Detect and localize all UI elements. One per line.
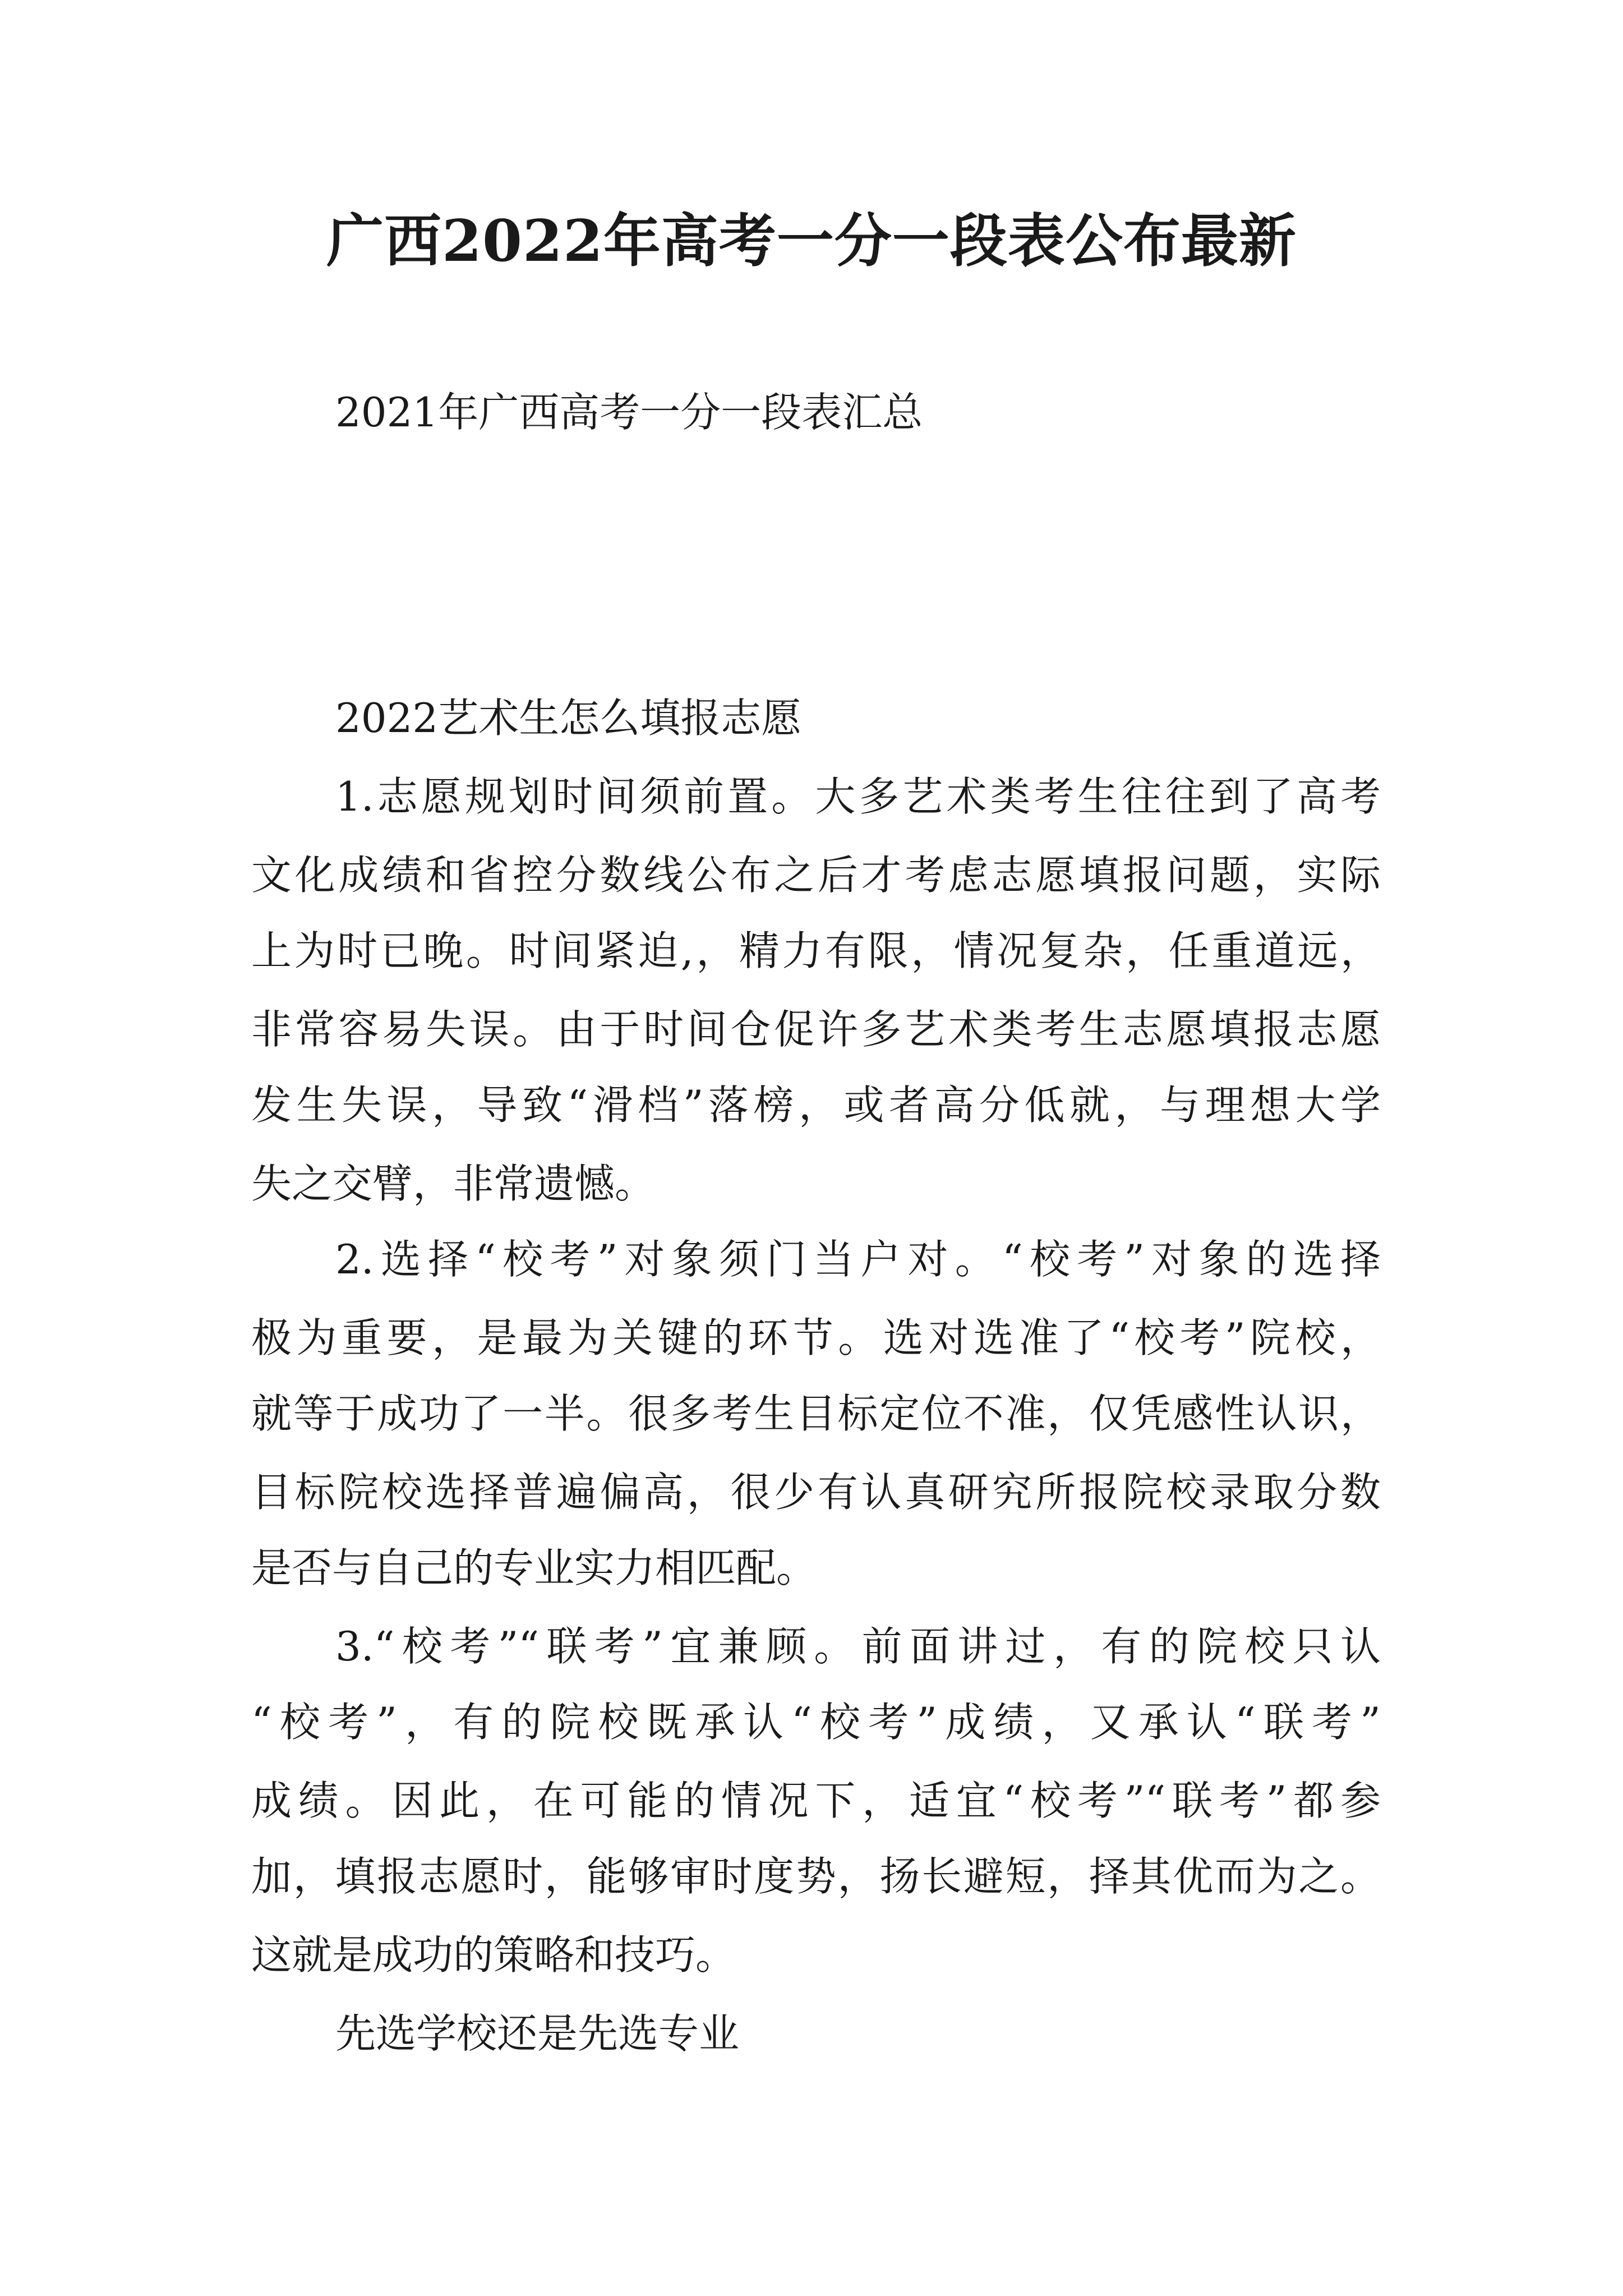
paragraph-line: 是否与自己的专业实力相匹配。 (251, 1544, 817, 1591)
paragraph-line: 这就是成功的策略和技巧。 (251, 1931, 736, 1978)
paragraph-line: 非常容易失误。由于时间仓促许多艺术类考生志愿填报志愿 (251, 1006, 1381, 1053)
section-heading: 2022艺术生怎么填报志愿 (335, 694, 802, 742)
paragraph-line: 上为时已晚。时间紧迫,，精力有限，情况复杂，任重道远， (251, 927, 1381, 974)
subtitle-heading: 2021年广西高考一分一段表汇总 (335, 389, 923, 436)
paragraph-line: 1.志愿规划时间须前置。大多艺术类考生往往到了高考 (335, 773, 1381, 820)
closing-heading: 先选学校还是先选专业 (335, 2010, 740, 2057)
paragraph-line: 3.“校考”“联考”宜兼顾。前面讲过，有的院校只认 (335, 1623, 1381, 1670)
paragraph-line: 文化成绩和省控分数线公布之后才考虑志愿填报问题，实际 (251, 852, 1381, 899)
document-title: 广西2022年高考一分一段表公布最新 (326, 208, 1297, 275)
paragraph-line: 成绩。因此，在可能的情况下，适宜“校考”“联考”都参 (251, 1777, 1381, 1824)
paragraph-line: 极为重要，是最为关键的环节。选对选准了“校考”院校， (251, 1314, 1381, 1361)
paragraph-line: 2.选择“校考”对象须门当户对。“校考”对象的选择 (335, 1236, 1381, 1283)
paragraph-line: “校考”，有的院校既承认“校考”成绩，又承认“联考” (251, 1699, 1381, 1746)
paragraph-line: 目标院校选择普遍偏高，很少有认真研究所报院校录取分数 (251, 1469, 1381, 1516)
paragraph-line: 失之交臂，非常遗憾。 (251, 1160, 656, 1207)
paragraph-line: 就等于成功了一半。很多考生目标定位不准，仅凭感性认识， (251, 1390, 1381, 1437)
paragraph-line: 加，填报志愿时，能够审时度势，扬长避短，择其优而为之。 (251, 1853, 1381, 1900)
paragraph-line: 发生失误，导致“滑档”落榜，或者高分低就，与理想大学 (251, 1082, 1381, 1129)
